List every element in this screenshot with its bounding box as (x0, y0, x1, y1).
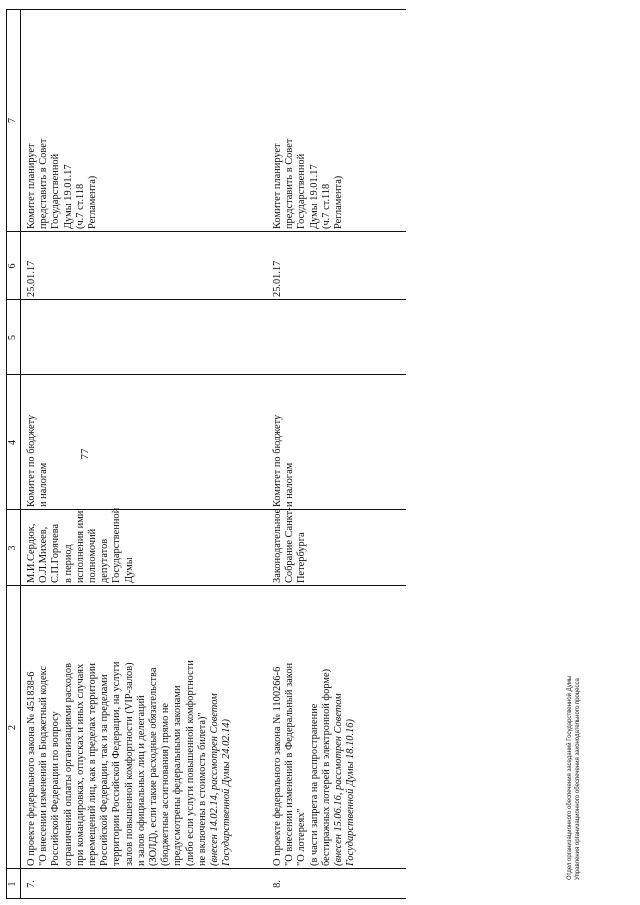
cell-line: Российской Федерации, так и за пределами (99, 674, 111, 866)
cell-line: Думы (123, 557, 135, 583)
cell-line: М.И.Сердюк, (26, 523, 37, 583)
cell-line: не включены в стоимость билета)" (196, 712, 208, 866)
cell-line: Думы 19.01.17 (308, 164, 320, 229)
cell-line: в период (62, 544, 74, 583)
column-bill-title (6, 586, 406, 869)
cell-line: и налогам (38, 462, 50, 507)
cell-line: территории Российской Федерации, на услуги (111, 661, 123, 866)
bill-note-line: (внесен 14.02.14, рассмотрен Советом (209, 693, 221, 866)
column-header: 5 (6, 300, 21, 375)
cell-line: (в части запрета на распространение (308, 703, 320, 866)
cell-line: (либо если услуги повышенной комфортности (184, 660, 196, 866)
column-header: 2 (6, 586, 21, 869)
cell-line: и залов официальных лиц и делегаций (135, 695, 147, 866)
cell-line: депутатов (99, 538, 111, 583)
row-number: 7. (26, 880, 37, 888)
cell-line: предусмотрены федеральными законами (172, 685, 184, 866)
column-author (6, 507, 406, 586)
committee-status (272, 12, 345, 229)
cell-line: Регламента) (87, 175, 99, 229)
bill-title (26, 589, 233, 866)
cell-line: О проекте федерального закона № 451838-6 (26, 671, 37, 866)
committee-status (26, 12, 99, 229)
review-date: 25.01.17 (272, 260, 283, 297)
cell-line: Государственной (296, 153, 308, 229)
cell-line: С.П.Горячева (50, 523, 62, 583)
cell-line: "О лотереях" (296, 808, 308, 866)
cell-line: Комитет планирует (26, 143, 37, 229)
column-number (6, 869, 406, 899)
cell-line: (ч.7 ст.118 (320, 183, 332, 229)
bill-note-line: Государственной Думы 18.10.16) (345, 719, 357, 866)
cell-line: (бюджетные ассигнования) прямо не (160, 702, 172, 866)
cell-line: Регламента) (333, 175, 345, 229)
column-header: 6 (6, 232, 21, 300)
bill-title (272, 589, 357, 866)
cell-line: "О внесении изменений в Бюджетный кодекс (38, 665, 50, 866)
cell-line: Петербурга (296, 532, 308, 583)
cell-line: Российской Федерации по вопросу (50, 711, 62, 866)
cell-line: перемещений лиц, как в пределах территории (87, 663, 99, 866)
cell-line: залов повышенной комфортности (VIP-залов) (123, 662, 135, 866)
bill-author (272, 507, 309, 583)
column-date (6, 232, 406, 300)
cell-line: Комитет по бюджету (272, 414, 283, 507)
agenda-table (6, 9, 406, 899)
row-number: 8. (272, 880, 283, 888)
table-border (6, 10, 7, 899)
footer-line: Отдел организационного обеспечения заседаний Государственной Думы (567, 675, 573, 880)
review-date: 25.01.17 (26, 260, 37, 297)
bill-note-line: (внесен 15.06.16, рассмотрен Советом (333, 693, 345, 866)
responsible-committee (272, 378, 296, 507)
cell-line: исполнения ими (74, 510, 86, 583)
cell-line: (ЗОЛД), если такие расходные обязательства (148, 667, 160, 866)
footer-line: Управления организационного обеспечения законодательного процесса (575, 678, 581, 880)
cell-line: (ч.7 ст.118 (74, 183, 86, 229)
cell-line: Законодательное (272, 508, 283, 583)
page-number: 77 (79, 448, 91, 460)
cell-line: Думы 19.01.17 (62, 164, 74, 229)
cell-line: "О внесении изменений в Федеральный закон (284, 662, 296, 866)
cell-line: Комитет планирует (272, 143, 283, 229)
column-header: 4 (6, 375, 21, 510)
cell-line: бестиражных лотерей в электронной форме) (320, 668, 332, 866)
cell-line: О проекте федерального закона № 1100266-6 (272, 666, 283, 866)
column-committee (6, 375, 406, 510)
cell-line: представить в Совет (38, 138, 50, 229)
cell-line: представить в Совет (284, 138, 296, 229)
bill-author (26, 507, 136, 583)
column-header: 1 (6, 869, 21, 899)
bill-note-line: Государственной Думы 24.02.14) (221, 719, 233, 866)
cell-line: Собрание Санкт- (284, 507, 296, 583)
column-header: 3 (6, 510, 21, 586)
cell-line: полномочий (87, 528, 99, 583)
column-5 (6, 300, 406, 375)
cell-line: Государственной (50, 153, 62, 229)
cell-line: О.Л.Михеев, (38, 526, 50, 583)
cell-line: Комитет по бюджету (26, 414, 37, 507)
column-header: 7 (6, 9, 21, 232)
cell-line: ограничений оплаты организациями расходов (62, 662, 74, 866)
cell-line: Государственной (111, 507, 123, 583)
column-status (6, 9, 406, 232)
footer-department (566, 620, 582, 880)
cell-line: и налогам (284, 462, 296, 507)
cell-line: при командировках, отпусках и иных случаях (74, 663, 86, 866)
responsible-committee (26, 378, 50, 507)
